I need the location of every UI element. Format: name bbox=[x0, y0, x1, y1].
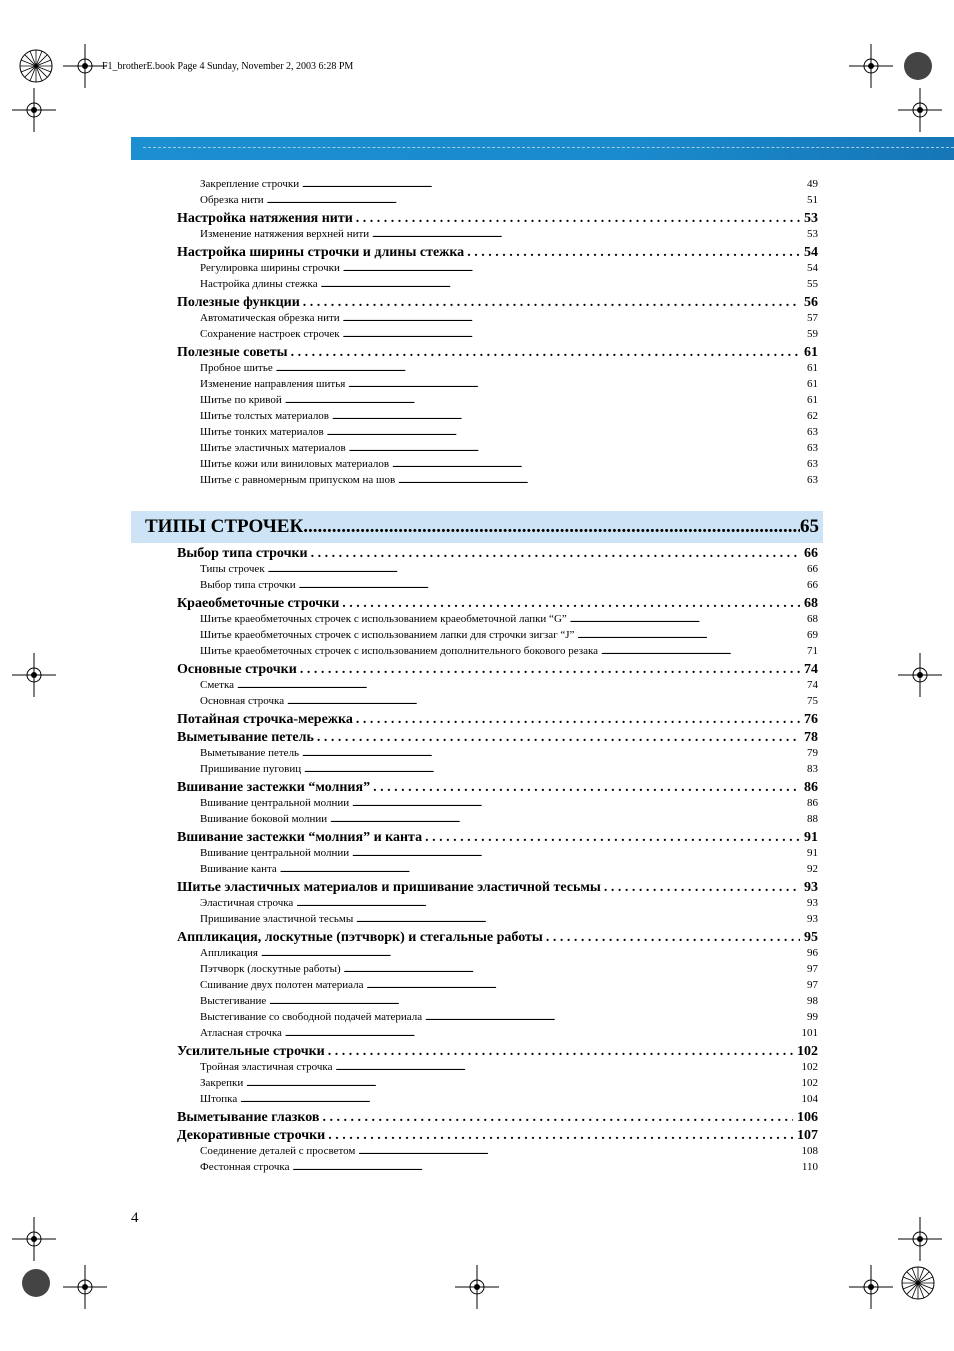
toc-section-entry[interactable] bbox=[177, 546, 818, 564]
toc-entry-title: Типы строчек bbox=[200, 563, 265, 575]
toc-subentry[interactable] bbox=[200, 458, 818, 472]
toc-subentry[interactable] bbox=[200, 328, 818, 342]
toc-entry-title: Изменение направления шитья bbox=[200, 378, 346, 390]
toc-entry-title: Атласная строчка bbox=[200, 1027, 282, 1039]
toc-entry-page: 57 bbox=[807, 312, 818, 324]
toc-entry-page: 91 bbox=[807, 847, 818, 859]
toc-entry-title: Выстегивание bbox=[200, 995, 267, 1007]
toc-subentry[interactable] bbox=[200, 178, 818, 192]
toc-entry-page: 102 bbox=[797, 1044, 818, 1059]
toc-section-entry[interactable] bbox=[177, 712, 818, 730]
toc-subentry[interactable] bbox=[200, 1061, 818, 1075]
toc-entry-title: Закрепки bbox=[200, 1077, 244, 1089]
toc-entry-page: 110 bbox=[801, 1161, 818, 1173]
toc-section-entry[interactable] bbox=[177, 1110, 818, 1128]
toc-subentry[interactable] bbox=[200, 563, 818, 577]
toc-entry-title: Шитье краеобметочных строчек с использованием лапки для строчки зигзаг “J” bbox=[200, 629, 575, 641]
toc-section-entry[interactable] bbox=[177, 596, 818, 614]
toc-entry-title: Регулировка ширины строчки bbox=[200, 262, 340, 274]
toc-entry-title: Декоративные строчки bbox=[177, 1128, 326, 1143]
toc-entry-page: 62 bbox=[807, 410, 818, 422]
toc-entry-page: 61 bbox=[807, 378, 818, 390]
toc-section-entry[interactable] bbox=[177, 1128, 818, 1146]
toc-entry-title: Вшивание боковой молнии bbox=[200, 813, 328, 825]
toc-entry-page: 61 bbox=[804, 345, 818, 360]
toc-entry-title: Выбор типа строчки bbox=[200, 579, 296, 591]
toc-entry-title: Шитье толстых материалов bbox=[200, 410, 329, 422]
toc-subentry[interactable] bbox=[200, 426, 818, 440]
toc-section-entry[interactable] bbox=[177, 930, 818, 948]
toc-entry-title: Пэтчворк (лоскутные работы) bbox=[200, 963, 341, 975]
toc-entry-page: 97 bbox=[807, 963, 818, 975]
toc-subentry[interactable] bbox=[200, 863, 818, 877]
toc-entry-page: 71 bbox=[807, 645, 818, 657]
toc-entry-title: Автоматическая обрезка нити bbox=[200, 312, 340, 324]
toc-subentry[interactable] bbox=[200, 995, 818, 1009]
registration-mark-icon bbox=[18, 1265, 54, 1301]
toc-entry-page: 55 bbox=[807, 278, 818, 290]
toc-entry-title: Вшивание центральной молнии bbox=[200, 797, 350, 809]
toc-subentry[interactable] bbox=[200, 979, 818, 993]
toc-entry-title: Полезные функции bbox=[177, 295, 300, 310]
toc-subentry[interactable] bbox=[200, 763, 818, 777]
toc-entry-page: 104 bbox=[801, 1093, 818, 1105]
toc-entry-title: Шитье тонких материалов bbox=[200, 426, 324, 438]
toc-entry-page: 63 bbox=[807, 426, 818, 438]
toc-entry-title: Выметывание петель bbox=[177, 730, 314, 745]
toc-subentry[interactable] bbox=[200, 913, 818, 927]
toc-entry-title: Вшивание канта bbox=[200, 863, 277, 875]
toc-subentry[interactable] bbox=[200, 1027, 818, 1041]
toc-entry-title: Настройка натяжения нити bbox=[177, 211, 353, 226]
toc-entry-title: Закрепление строчки bbox=[200, 178, 300, 190]
toc-entry-page: 51 bbox=[807, 194, 818, 206]
toc-subentry[interactable] bbox=[200, 1077, 818, 1091]
toc-entry-title: Основные строчки bbox=[177, 662, 297, 677]
toc-subentry[interactable] bbox=[200, 629, 818, 643]
toc-entry-page: 91 bbox=[804, 830, 818, 845]
toc-entry-page: 93 bbox=[807, 897, 818, 909]
print-header: F1_brotherE.book Page 4 Sunday, November 2, 2003 6:28 PM bbox=[102, 61, 354, 72]
toc-subentry[interactable] bbox=[200, 278, 818, 292]
toc-entry-page: 59 bbox=[807, 328, 818, 340]
toc-entry-page: 54 bbox=[804, 245, 818, 260]
toc-entry-title: Обрезка нити bbox=[200, 194, 264, 206]
toc-entry-page: 69 bbox=[807, 629, 818, 641]
page-number: 4 bbox=[131, 1210, 139, 1226]
toc-entry-page: 107 bbox=[797, 1128, 818, 1143]
toc-entry-title: Шитье эластичных материалов и пришивание эластичной тесьмы bbox=[177, 880, 601, 895]
toc-entry-page: 79 bbox=[807, 747, 818, 759]
toc-entry-title: Потайная строчка-мережка bbox=[177, 712, 353, 727]
toc-entry-title: Выметывание глазков bbox=[177, 1110, 320, 1125]
crosshair-icon bbox=[12, 653, 56, 697]
toc-section-entry[interactable] bbox=[177, 830, 818, 848]
toc-entry-page: 61 bbox=[807, 394, 818, 406]
toc-entry-title: Шитье эластичных материалов bbox=[200, 442, 346, 454]
toc-entry-page: 98 bbox=[807, 995, 818, 1007]
toc-entry-page: 54 bbox=[807, 262, 818, 274]
toc-entry-title: Сшивание двух полотен материала bbox=[200, 979, 364, 991]
toc-section-entry[interactable] bbox=[177, 1044, 818, 1062]
toc-entry-page: 102 bbox=[801, 1061, 818, 1073]
toc-entry-page: 75 bbox=[807, 695, 818, 707]
toc-entry-page: 93 bbox=[804, 880, 818, 895]
toc-entry-page: 93 bbox=[807, 913, 818, 925]
toc-subentry[interactable] bbox=[200, 1145, 818, 1159]
toc-subentry[interactable] bbox=[200, 813, 818, 827]
toc-entry-title: Выметывание петель bbox=[200, 747, 300, 759]
toc-entry-page: 86 bbox=[804, 780, 818, 795]
toc-entry-title: Настройка длины стежка bbox=[200, 278, 318, 290]
toc-entry-page: 53 bbox=[804, 211, 818, 226]
toc-entry-title: Вшивание застежки “молния” bbox=[177, 780, 371, 795]
toc-entry-title: Пробное шитье bbox=[200, 362, 273, 374]
toc-entry-page: 108 bbox=[801, 1145, 818, 1157]
crosshair-icon bbox=[63, 44, 107, 88]
toc-subentry[interactable] bbox=[200, 474, 818, 488]
toc-entry-title: Вшивание центральной молнии bbox=[200, 847, 350, 859]
toc-entry-title: Шитье краеобметочных строчек с использованием краеобметочной лапки “G” bbox=[200, 613, 567, 625]
toc-subentry[interactable] bbox=[200, 442, 818, 456]
toc-subentry[interactable] bbox=[200, 1093, 818, 1107]
toc-subentry[interactable] bbox=[200, 1161, 818, 1175]
toc-entry-page: 66 bbox=[807, 579, 818, 591]
toc-entry-page: 102 bbox=[801, 1077, 818, 1089]
registration-mark-icon bbox=[900, 1265, 936, 1301]
toc-subentry[interactable] bbox=[200, 679, 818, 693]
toc-entry-page: 63 bbox=[807, 442, 818, 454]
toc-entry-title: Пришивание эластичной тесьмы bbox=[200, 913, 354, 925]
toc-entry-page: 76 bbox=[804, 712, 818, 727]
toc-entry-page: 88 bbox=[807, 813, 818, 825]
toc-subentry[interactable] bbox=[200, 262, 818, 276]
chapter-page: 65 bbox=[800, 516, 819, 537]
crosshair-icon bbox=[12, 88, 56, 132]
toc-entry-title: Усилительные строчки bbox=[177, 1044, 325, 1059]
toc-subentry[interactable] bbox=[200, 847, 818, 861]
toc-subentry[interactable] bbox=[200, 194, 818, 208]
crosshair-icon bbox=[849, 1265, 893, 1309]
toc-entry-title: Тройная эластичная строчка bbox=[200, 1061, 333, 1073]
registration-mark-icon bbox=[900, 48, 936, 84]
toc-subentry[interactable] bbox=[200, 645, 818, 659]
toc-entry-title: Выбор типа строчки bbox=[177, 546, 308, 561]
toc-subentry[interactable] bbox=[200, 695, 818, 709]
toc-subentry[interactable] bbox=[200, 378, 818, 392]
toc-entry-page: 101 bbox=[801, 1027, 818, 1039]
toc-entry-page: 97 bbox=[807, 979, 818, 991]
toc-section-entry[interactable] bbox=[177, 295, 818, 313]
toc-entry-title: Шитье по кривой bbox=[200, 394, 282, 406]
toc-subentry[interactable] bbox=[200, 613, 818, 627]
toc-entry-title: Штопка bbox=[200, 1093, 238, 1105]
crosshair-icon bbox=[63, 1265, 107, 1309]
toc-entry-title: Фестонная строчка bbox=[200, 1161, 290, 1173]
toc-subentry[interactable] bbox=[200, 1011, 818, 1025]
toc-entry-page: 66 bbox=[804, 546, 818, 561]
toc-entry-page: 63 bbox=[807, 458, 818, 470]
toc-entry-title: Краеобметочные строчки bbox=[177, 596, 340, 611]
crosshair-icon bbox=[898, 88, 942, 132]
toc-section-entry[interactable] bbox=[177, 662, 818, 680]
toc-subentry[interactable] bbox=[200, 947, 818, 961]
toc-subentry[interactable] bbox=[200, 394, 818, 408]
toc-entry-title: Сметка bbox=[200, 679, 235, 691]
toc-subentry[interactable] bbox=[200, 747, 818, 761]
toc-entry-page: 99 bbox=[807, 1011, 818, 1023]
toc-entry-page: 68 bbox=[804, 596, 818, 611]
toc-section-entry[interactable] bbox=[177, 730, 818, 748]
toc-entry-title: Основная строчка bbox=[200, 695, 285, 707]
toc-section-entry[interactable] bbox=[177, 345, 818, 363]
toc-entry-title: Шитье с равномерным припуском на шов bbox=[200, 474, 396, 486]
toc-entry-title: Шитье краеобметочных строчек с использованием дополнительного бокового резака bbox=[200, 645, 599, 657]
crosshair-icon bbox=[898, 653, 942, 697]
toc-entry-title: Аппликация bbox=[200, 947, 258, 959]
toc-entry-page: 61 bbox=[807, 362, 818, 374]
toc-entry-title: Настройка ширины строчки и длины стежка bbox=[177, 245, 465, 260]
toc-subentry[interactable] bbox=[200, 897, 818, 911]
toc-entry-page: 83 bbox=[807, 763, 818, 775]
toc-entry-title: Изменение натяжения верхней нити bbox=[200, 228, 370, 240]
toc-entry-title: Соединение деталей с просветом bbox=[200, 1145, 356, 1157]
toc-section-entry[interactable] bbox=[177, 880, 818, 898]
toc-entry-page: 86 bbox=[807, 797, 818, 809]
toc-entry-page: 74 bbox=[807, 679, 818, 691]
toc-entry-title: Вшивание застежки “молния” и канта bbox=[177, 830, 423, 845]
toc-entry-page: 74 bbox=[804, 662, 818, 677]
crosshair-icon bbox=[898, 1217, 942, 1261]
toc-entry-title: Шитье кожи или виниловых материалов bbox=[200, 458, 390, 470]
chapter-title: ТИПЫ СТРОЧЕК bbox=[145, 516, 304, 537]
toc-subentry[interactable] bbox=[200, 410, 818, 424]
toc-subentry[interactable] bbox=[200, 228, 818, 242]
toc-section-entry[interactable] bbox=[177, 245, 818, 263]
toc-entry-page: 49 bbox=[807, 178, 818, 190]
toc-entry-page: 68 bbox=[807, 613, 818, 625]
toc-subentry[interactable] bbox=[200, 797, 818, 811]
toc-entry-page: 56 bbox=[804, 295, 818, 310]
toc-entry-page: 78 bbox=[804, 730, 818, 745]
crosshair-icon bbox=[455, 1265, 499, 1309]
toc-entry-page: 63 bbox=[807, 474, 818, 486]
toc-entry-title: Аппликация, лоскутные (пэтчворк) и стегальные работы bbox=[177, 930, 543, 945]
toc-section-entry[interactable] bbox=[177, 211, 818, 229]
toc-section-entry[interactable] bbox=[177, 780, 818, 798]
toc-subentry[interactable] bbox=[200, 579, 818, 593]
toc-subentry[interactable] bbox=[200, 963, 818, 977]
toc-entry-title: Выстегивание со свободной подачей материала bbox=[200, 1011, 423, 1023]
toc-entry-title: Сохранение настроек строчек bbox=[200, 328, 340, 340]
toc-entry-title: Полезные советы bbox=[177, 345, 288, 360]
crosshair-icon bbox=[12, 1217, 56, 1261]
toc-entry-page: 95 bbox=[804, 930, 818, 945]
toc-entry-page: 66 bbox=[807, 563, 818, 575]
registration-mark-icon bbox=[18, 48, 54, 84]
toc-entry-title: Эластичная строчка bbox=[200, 897, 294, 909]
toc-subentry[interactable] bbox=[200, 362, 818, 376]
toc-entry-page: 96 bbox=[807, 947, 818, 959]
toc-entry-title: Пришивание пуговиц bbox=[200, 763, 302, 775]
toc-entry-page: 53 bbox=[807, 228, 818, 240]
crosshair-icon bbox=[849, 44, 893, 88]
toc-entry-page: 106 bbox=[797, 1110, 818, 1125]
toc-subentry[interactable] bbox=[200, 312, 818, 326]
toc-entry-page: 92 bbox=[807, 863, 818, 875]
